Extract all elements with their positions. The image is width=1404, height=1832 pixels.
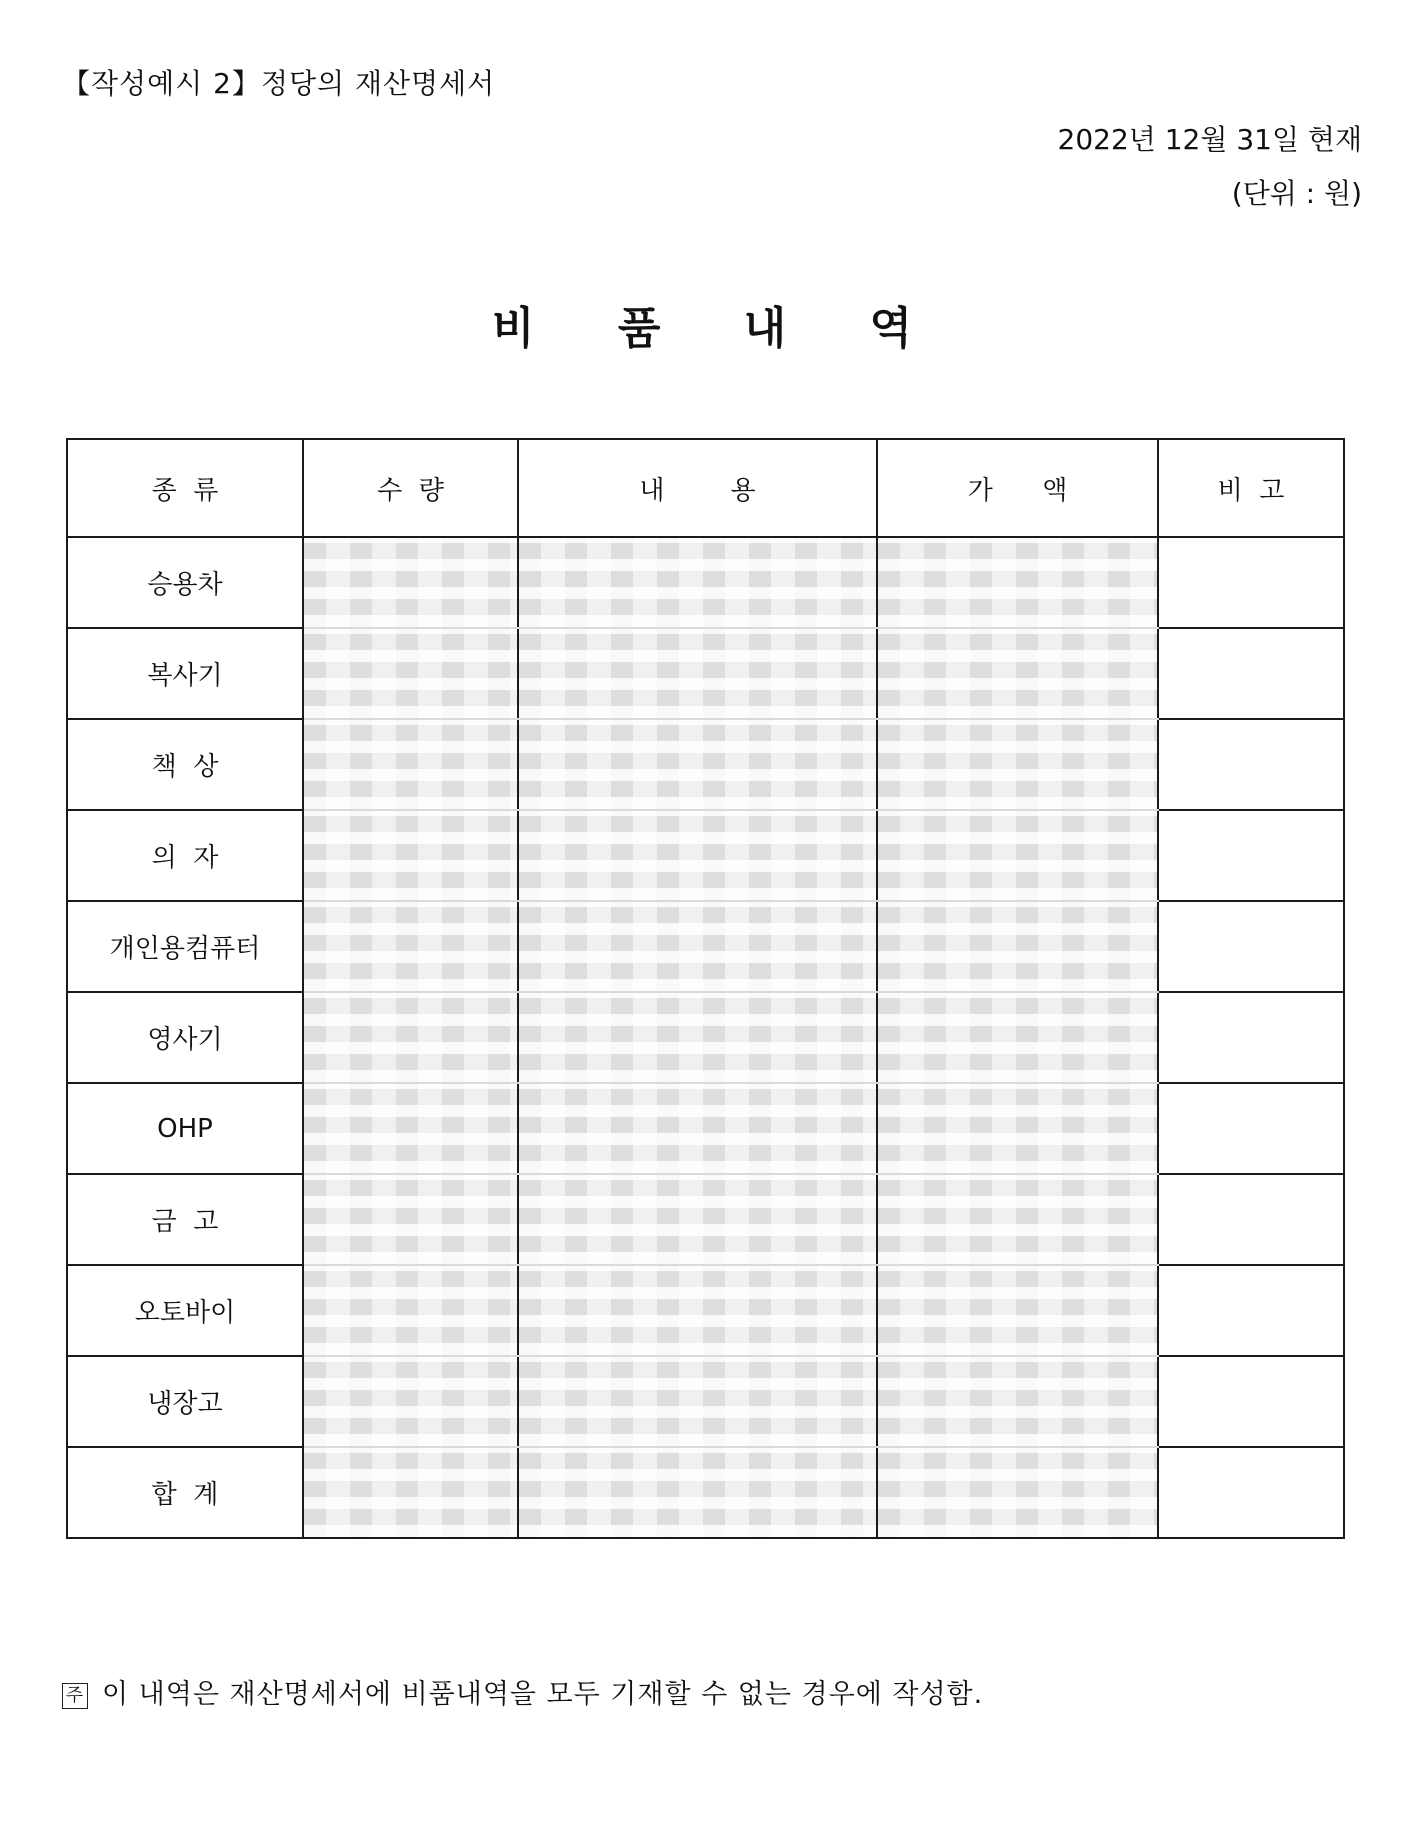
description-cell-redacted: [518, 810, 877, 901]
remarks-cell: [1158, 1174, 1344, 1265]
category-cell: 합 계: [67, 1447, 303, 1538]
quantity-cell-redacted: [303, 992, 518, 1083]
table-row: [67, 1265, 1344, 1356]
description-cell-redacted: [518, 1447, 877, 1538]
amount-cell-redacted: [877, 901, 1158, 992]
remarks-cell: [1158, 719, 1344, 810]
remarks-cell: [1158, 628, 1344, 719]
table-row: [67, 1083, 1344, 1174]
column-header-quantity: 수 량: [303, 439, 518, 537]
column-header-description: 내 용: [518, 439, 877, 537]
amount-cell-redacted: [877, 537, 1158, 628]
equipment-table: [66, 438, 1345, 1539]
footnote-text: 이 내역은 재산명세서에 비품내역을 모두 기재할 수 없는 경우에 작성함.: [102, 1679, 984, 1710]
amount-cell-redacted: [877, 1447, 1158, 1538]
table-row: [67, 901, 1344, 992]
amount-cell-redacted: [877, 1174, 1158, 1265]
remarks-cell: [1158, 1083, 1344, 1174]
category-cell: 영사기: [67, 992, 303, 1083]
remarks-cell: [1158, 1265, 1344, 1356]
description-cell-redacted: [518, 1083, 877, 1174]
category-cell: 복사기: [67, 628, 303, 719]
quantity-cell-redacted: [303, 810, 518, 901]
quantity-cell-redacted: [303, 1356, 518, 1447]
description-cell-redacted: [518, 628, 877, 719]
remarks-cell: [1158, 901, 1344, 992]
description-cell-redacted: [518, 537, 877, 628]
category-cell: 승용차: [67, 537, 303, 628]
amount-cell-redacted: [877, 719, 1158, 810]
column-header-remarks: 비 고: [1158, 439, 1344, 537]
quantity-cell-redacted: [303, 901, 518, 992]
page-title: 비 품 내 역: [492, 303, 946, 354]
table-row: [67, 628, 1344, 719]
category-cell: 오토바이: [67, 1265, 303, 1356]
amount-cell-redacted: [877, 1265, 1158, 1356]
category-cell: 금 고: [67, 1174, 303, 1265]
footnote: [62, 1672, 983, 1711]
amount-cell-redacted: [877, 1083, 1158, 1174]
quantity-cell-redacted: [303, 537, 518, 628]
currency-unit: (단위 : 원): [1231, 177, 1362, 210]
description-cell-redacted: [518, 1174, 877, 1265]
description-cell-redacted: [518, 719, 877, 810]
table-row: [67, 810, 1344, 901]
amount-cell-redacted: [877, 1356, 1158, 1447]
table-body: [67, 537, 1344, 1538]
description-cell-redacted: [518, 1265, 877, 1356]
table-row: [67, 537, 1344, 628]
table-row: [67, 992, 1344, 1083]
remarks-cell: [1158, 992, 1344, 1083]
quantity-cell-redacted: [303, 1265, 518, 1356]
category-cell: 개인용컴퓨터: [67, 901, 303, 992]
quantity-cell-redacted: [303, 1447, 518, 1538]
remarks-cell: [1158, 810, 1344, 901]
table-row: [67, 1174, 1344, 1265]
table-header: [67, 439, 1344, 537]
quantity-cell-redacted: [303, 628, 518, 719]
quantity-cell-redacted: [303, 1174, 518, 1265]
quantity-cell-redacted: [303, 719, 518, 810]
note-mark: 주: [62, 1683, 88, 1709]
amount-cell-redacted: [877, 992, 1158, 1083]
table-row: [67, 1356, 1344, 1447]
table-header-row: [67, 439, 1344, 537]
description-cell-redacted: [518, 992, 877, 1083]
remarks-cell: [1158, 1356, 1344, 1447]
table-row: [67, 1447, 1344, 1538]
column-header-amount: 가 액: [877, 439, 1158, 537]
amount-cell-redacted: [877, 628, 1158, 719]
remarks-cell: [1158, 1447, 1344, 1538]
description-cell-redacted: [518, 1356, 877, 1447]
category-cell: OHP: [67, 1083, 303, 1174]
description-cell-redacted: [518, 901, 877, 992]
quantity-cell-redacted: [303, 1083, 518, 1174]
amount-cell-redacted: [877, 810, 1158, 901]
category-cell: 책 상: [67, 719, 303, 810]
table-row: [67, 719, 1344, 810]
remarks-cell: [1158, 537, 1344, 628]
category-cell: 냉장고: [67, 1356, 303, 1447]
as-of-date: 2022년 12월 31일 현재: [1057, 123, 1362, 156]
document-header-label: 【작성예시 2】정당의 재산명세서: [62, 67, 496, 100]
column-header-category: 종 류: [67, 439, 303, 537]
category-cell: 의 자: [67, 810, 303, 901]
